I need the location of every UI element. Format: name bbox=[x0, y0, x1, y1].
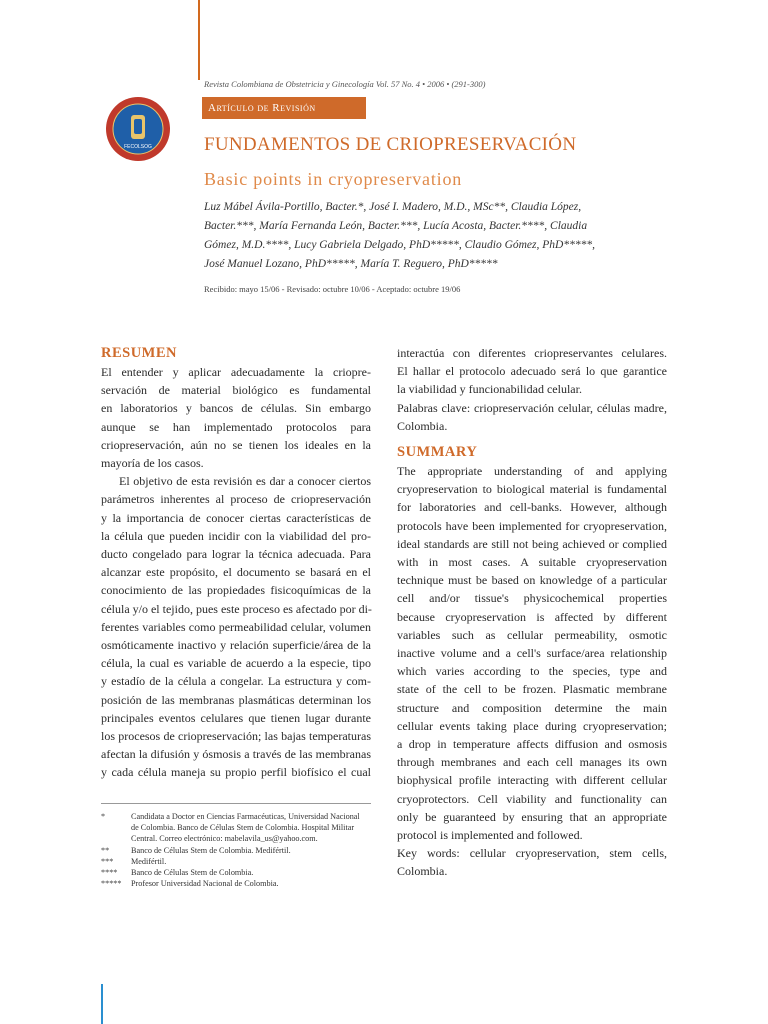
summary-line: cryoprotectors. Cell viability and functionality can bbox=[397, 791, 667, 806]
resumen-heading: RESUMEN bbox=[101, 345, 178, 361]
journal-reference: Revista Colombiana de Obstetricia y Ginecología Vol. 57 No. 4 • 2006 • (291-300) bbox=[204, 79, 486, 89]
resumen-continuation-line: interactúa con diferentes criopreservantes celulares. bbox=[397, 346, 667, 360]
resumen-line: y la importancia de conocer ciertas características de bbox=[101, 510, 371, 525]
summary-heading: SUMMARY bbox=[397, 444, 478, 461]
logo-text: FECOLSOG bbox=[124, 144, 152, 150]
resumen-continuation-line: la viabilidad y funcionabilidad celular. bbox=[397, 382, 582, 397]
summary-line: protocols have been implemented for cryopreservation, bbox=[397, 518, 667, 533]
summary-line: for laboratories and cell-banks. However, although bbox=[397, 500, 667, 515]
resumen-line: aunque se han implementado protocolos para bbox=[101, 419, 371, 434]
resumen-line: en laboratorios y bancos de células. Sin embargo bbox=[101, 401, 371, 416]
summary-line: protocol is implemented and followed. bbox=[397, 828, 583, 843]
summary-line: structure and composition determine the main bbox=[397, 700, 667, 715]
decorative-bottom-rule bbox=[101, 984, 103, 1024]
society-logo bbox=[105, 96, 171, 162]
footnote-text: Candidata a Doctor en Ciencias Farmacéuticas, Universidad Nacional bbox=[131, 812, 360, 821]
article-dates: Recibido: mayo 15/06 - Revisado: octubre 10/06 - Aceptado: octubre 19/06 bbox=[204, 284, 461, 294]
summary-line: ideal standards are still not being achieved or complied bbox=[397, 536, 667, 551]
decorative-top-rule bbox=[198, 0, 200, 80]
summary-line: The appropriate understanding of and applying bbox=[397, 464, 667, 479]
summary-line: through membranes and each cell manages its own bbox=[397, 755, 667, 770]
resumen-line: célula y/o el tejido, pues este proceso es afectado por di- bbox=[101, 601, 372, 616]
resumen-line: alcanzar este propósito, el documento se basará en el bbox=[101, 565, 371, 580]
resumen-line: y estadío de la célula a congelar. La estructura y com- bbox=[101, 674, 371, 689]
footnote-text: Profesor Universidad Nacional de Colombia. bbox=[131, 879, 279, 889]
resumen-line: El entender y aplicar adecuadamente la criopre- bbox=[101, 365, 371, 379]
resumen-continuation-line: El hallar el protocolo adecuado será lo que garantice bbox=[397, 364, 667, 379]
summary-line: which varies according to the species, type and bbox=[397, 664, 667, 679]
footnote-mark: *** bbox=[101, 856, 114, 866]
resumen-line: afectan la difusión y ósmosis a través de las membranas bbox=[101, 747, 371, 762]
resumen-line: célula, la cual es variable de acuerdo a la especie, tipo bbox=[101, 656, 371, 671]
author-line: Bacter.***, María Fernanda León, Bacter.***, Lucía Acosta, Bacter.****, Claudia bbox=[204, 220, 588, 232]
resumen-line: conocimiento de las propiedades fisicoquímicas de la bbox=[101, 583, 371, 598]
footnote bbox=[101, 811, 371, 845]
summary-line: with in most cases. A suitable cryopreservation bbox=[397, 555, 667, 570]
footnote bbox=[101, 856, 371, 867]
section-badge: Artículo de Revisión bbox=[202, 97, 366, 119]
footnote-text: Banco de Células Stem de Colombia. bbox=[131, 868, 254, 878]
article-title: FUNDAMENTOS DE CRIOPRESERVACIÓN bbox=[204, 134, 577, 155]
footnote-mark: * bbox=[101, 812, 106, 821]
resumen-line: y cada célula maneja su propio perfil biofísico el cual bbox=[101, 765, 371, 780]
footnote-text: Banco de Células Stem de Colombia. Medifértil. bbox=[131, 845, 291, 855]
footnote-mark: ***** bbox=[101, 879, 122, 889]
footnote bbox=[101, 878, 371, 889]
resumen-line: ferentes variables como permeabilidad celular, volumen bbox=[101, 619, 371, 634]
footnote-text: Central. Correo electrónico: mabelavila_us@yahoo.com. bbox=[131, 834, 318, 844]
summary-line: inactive volume and a cell's surface/area relationship bbox=[397, 646, 667, 661]
article-subtitle: Basic points in cryopreservation bbox=[204, 169, 463, 189]
summary-line: cell and/or tissue's physicochemical properties bbox=[397, 591, 667, 606]
footnote-divider bbox=[101, 803, 371, 804]
summary-line: variables such as cellular permeability, osmotic bbox=[397, 627, 667, 642]
resumen-line: osmóticamente inactivo y relación superficie/área de la bbox=[101, 638, 371, 653]
resumen-line: El objetivo de esta revisión es dar a conocer ciertos bbox=[119, 474, 371, 489]
summary-line: because cryopreservation is affected by different bbox=[397, 609, 667, 624]
footnote bbox=[101, 845, 371, 856]
footnote-mark: ** bbox=[101, 845, 110, 855]
author-list bbox=[204, 198, 664, 274]
author-line: José Manuel Lozano, PhD*****, María T. Reguero, PhD***** bbox=[204, 258, 498, 270]
summary-line: cellular events taking place during cryopreservation; bbox=[397, 718, 667, 733]
author-line: Luz Mábel Ávila-Portillo, Bacter.*, José I. Madero, M.D., MSc**, Claudia López, bbox=[204, 201, 582, 213]
resumen-keywords: Palabras clave: criopreservación celular, células madre, Colombia. bbox=[397, 400, 667, 433]
summary-column bbox=[397, 344, 667, 881]
resumen-line: ducto congelado para lograr la técnica adecuada. Para bbox=[101, 547, 371, 562]
resumen-line: mayoría de los casos. bbox=[101, 456, 204, 471]
resumen-line: parámetros inherentes al proceso de criopreservación bbox=[101, 492, 371, 507]
resumen-line: criopreservación, aún no se tienen los ideales en la bbox=[101, 437, 371, 452]
footnote bbox=[101, 867, 371, 878]
summary-line: state of the cell to be frozen. Plasmatic membrane bbox=[397, 682, 667, 697]
resumen-section bbox=[101, 344, 371, 782]
footnote-mark: **** bbox=[101, 868, 118, 878]
summary-keywords: Key words: cellular cryopreservation, stem cells, Colombia. bbox=[397, 846, 667, 879]
resumen-line: la célula que pueden incidir con la viabilidad del pro- bbox=[101, 528, 371, 543]
logo-emblem-core bbox=[134, 119, 142, 134]
resumen-line: posición de las membranas plasmáticas determinan los bbox=[101, 692, 371, 707]
resumen-line: los procesos de criopreservación; las bajas temperaturas bbox=[101, 729, 371, 744]
summary-line: cryopreservation to biological material is fundamental bbox=[397, 482, 667, 497]
footnotes bbox=[101, 811, 371, 889]
footnote-text: Medifértil. bbox=[131, 856, 167, 866]
resumen-line: servación de material biológico es fundamental bbox=[101, 383, 371, 398]
resumen-line: principales eventos celulares que tienen lugar durante bbox=[101, 710, 371, 725]
summary-line: only be guaranteed by ensuring that an appropriate bbox=[397, 809, 667, 824]
footnote-text: de Colombia. Banco de Células Stem de Colombia. Hospital Militar bbox=[131, 823, 355, 833]
summary-line: a drop in temperature affects diffusion and osmosis bbox=[397, 737, 667, 752]
author-line: Gómez, M.D.****, Lucy Gabriela Delgado, PhD*****, Claudio Gómez, PhD*****, bbox=[204, 239, 595, 251]
summary-line: biophysical profile interacting with different cellular bbox=[397, 773, 667, 788]
summary-line: technique must be based on knowledge of a particular bbox=[397, 573, 667, 588]
